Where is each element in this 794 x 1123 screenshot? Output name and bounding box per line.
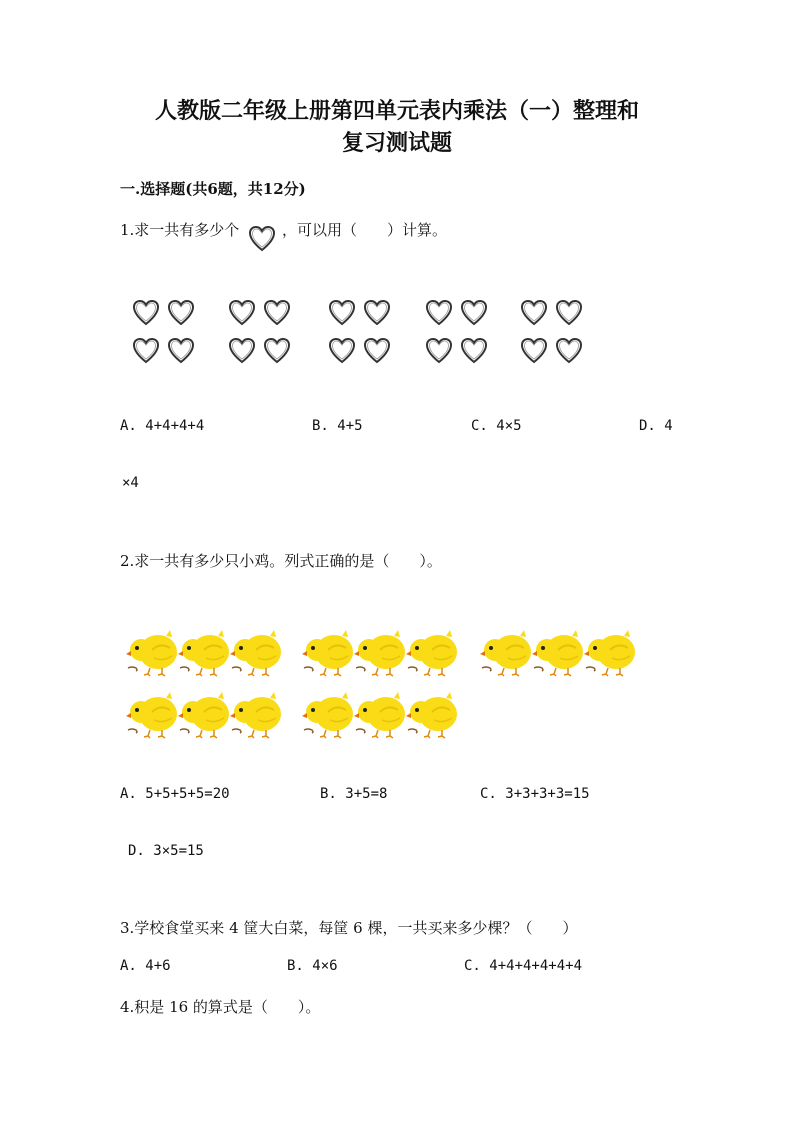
chick-icon bbox=[178, 690, 232, 742]
q3-option-b[interactable]: B. 4×6 bbox=[287, 958, 338, 974]
heart-icon bbox=[363, 298, 391, 328]
question-2-text: 2.求一共有多少只小鸡。列式正确的是（ ）。 bbox=[120, 552, 442, 570]
page-title-line2: 复习测试题 bbox=[341, 130, 452, 156]
q2-option-a[interactable]: A. 5+5+5+5=20 bbox=[120, 786, 230, 802]
section-heading: 一.选择题(共6题，共12分) bbox=[120, 180, 306, 198]
heart-icon bbox=[555, 336, 583, 366]
heart-icon bbox=[167, 298, 195, 328]
chick-icon bbox=[406, 690, 460, 742]
q1-option-d[interactable]: D. 4 bbox=[639, 418, 673, 434]
q2-option-b[interactable]: B. 3+5=8 bbox=[320, 786, 388, 802]
question-1-suffix: ，可以用（ ）计算。 bbox=[282, 221, 448, 239]
chick-icon bbox=[230, 690, 284, 742]
q1-option-d-continued[interactable]: ×4 bbox=[122, 475, 139, 491]
question-3-text: 3.学校食堂买来 4 筐大白菜，每筐 6 棵，一共买来多少棵？（ ） bbox=[120, 919, 578, 937]
page-title-line1: 人教版二年级上册第四单元表内乘法（一）整理和 bbox=[154, 98, 639, 124]
q1-option-a[interactable]: A. 4+4+4+4 bbox=[120, 418, 205, 434]
heart-icon bbox=[328, 336, 356, 366]
chick-icon bbox=[302, 690, 356, 742]
heart-icon bbox=[328, 298, 356, 328]
chick-icon bbox=[354, 628, 408, 680]
q1-option-b[interactable]: B. 4+5 bbox=[312, 418, 363, 434]
question-4-text: 4.积是 16 的算式是（ ）。 bbox=[120, 998, 321, 1016]
heart-icon bbox=[460, 298, 488, 328]
heart-icon bbox=[248, 224, 276, 254]
q2-option-c[interactable]: C. 3+3+3+3=15 bbox=[480, 786, 590, 802]
heart-icon bbox=[228, 336, 256, 366]
heart-icon bbox=[228, 298, 256, 328]
question-1-prefix: 1.求一共有多少个 bbox=[120, 221, 240, 239]
chick-icon bbox=[178, 628, 232, 680]
heart-icon bbox=[520, 336, 548, 366]
q3-option-a[interactable]: A. 4+6 bbox=[120, 958, 171, 974]
chick-icon bbox=[354, 690, 408, 742]
heart-icon bbox=[167, 336, 195, 366]
chick-icon bbox=[584, 628, 638, 680]
chick-icon bbox=[126, 628, 180, 680]
chick-icon bbox=[302, 628, 356, 680]
heart-icon bbox=[555, 298, 583, 328]
q3-option-c[interactable]: C. 4+4+4+4+4+4 bbox=[464, 958, 583, 974]
chick-icon bbox=[230, 628, 284, 680]
chick-icon bbox=[480, 628, 534, 680]
chick-icon bbox=[532, 628, 586, 680]
heart-icon bbox=[263, 298, 291, 328]
heart-icon bbox=[132, 298, 160, 328]
heart-icon bbox=[520, 298, 548, 328]
heart-icon bbox=[363, 336, 391, 366]
q1-option-c[interactable]: C. 4×5 bbox=[471, 418, 522, 434]
chick-icon bbox=[126, 690, 180, 742]
heart-icon bbox=[425, 336, 453, 366]
heart-icon bbox=[263, 336, 291, 366]
heart-icon bbox=[132, 336, 160, 366]
chick-icon bbox=[406, 628, 460, 680]
heart-icon bbox=[460, 336, 488, 366]
q2-option-d[interactable]: D. 3×5=15 bbox=[128, 843, 204, 859]
heart-icon bbox=[425, 298, 453, 328]
